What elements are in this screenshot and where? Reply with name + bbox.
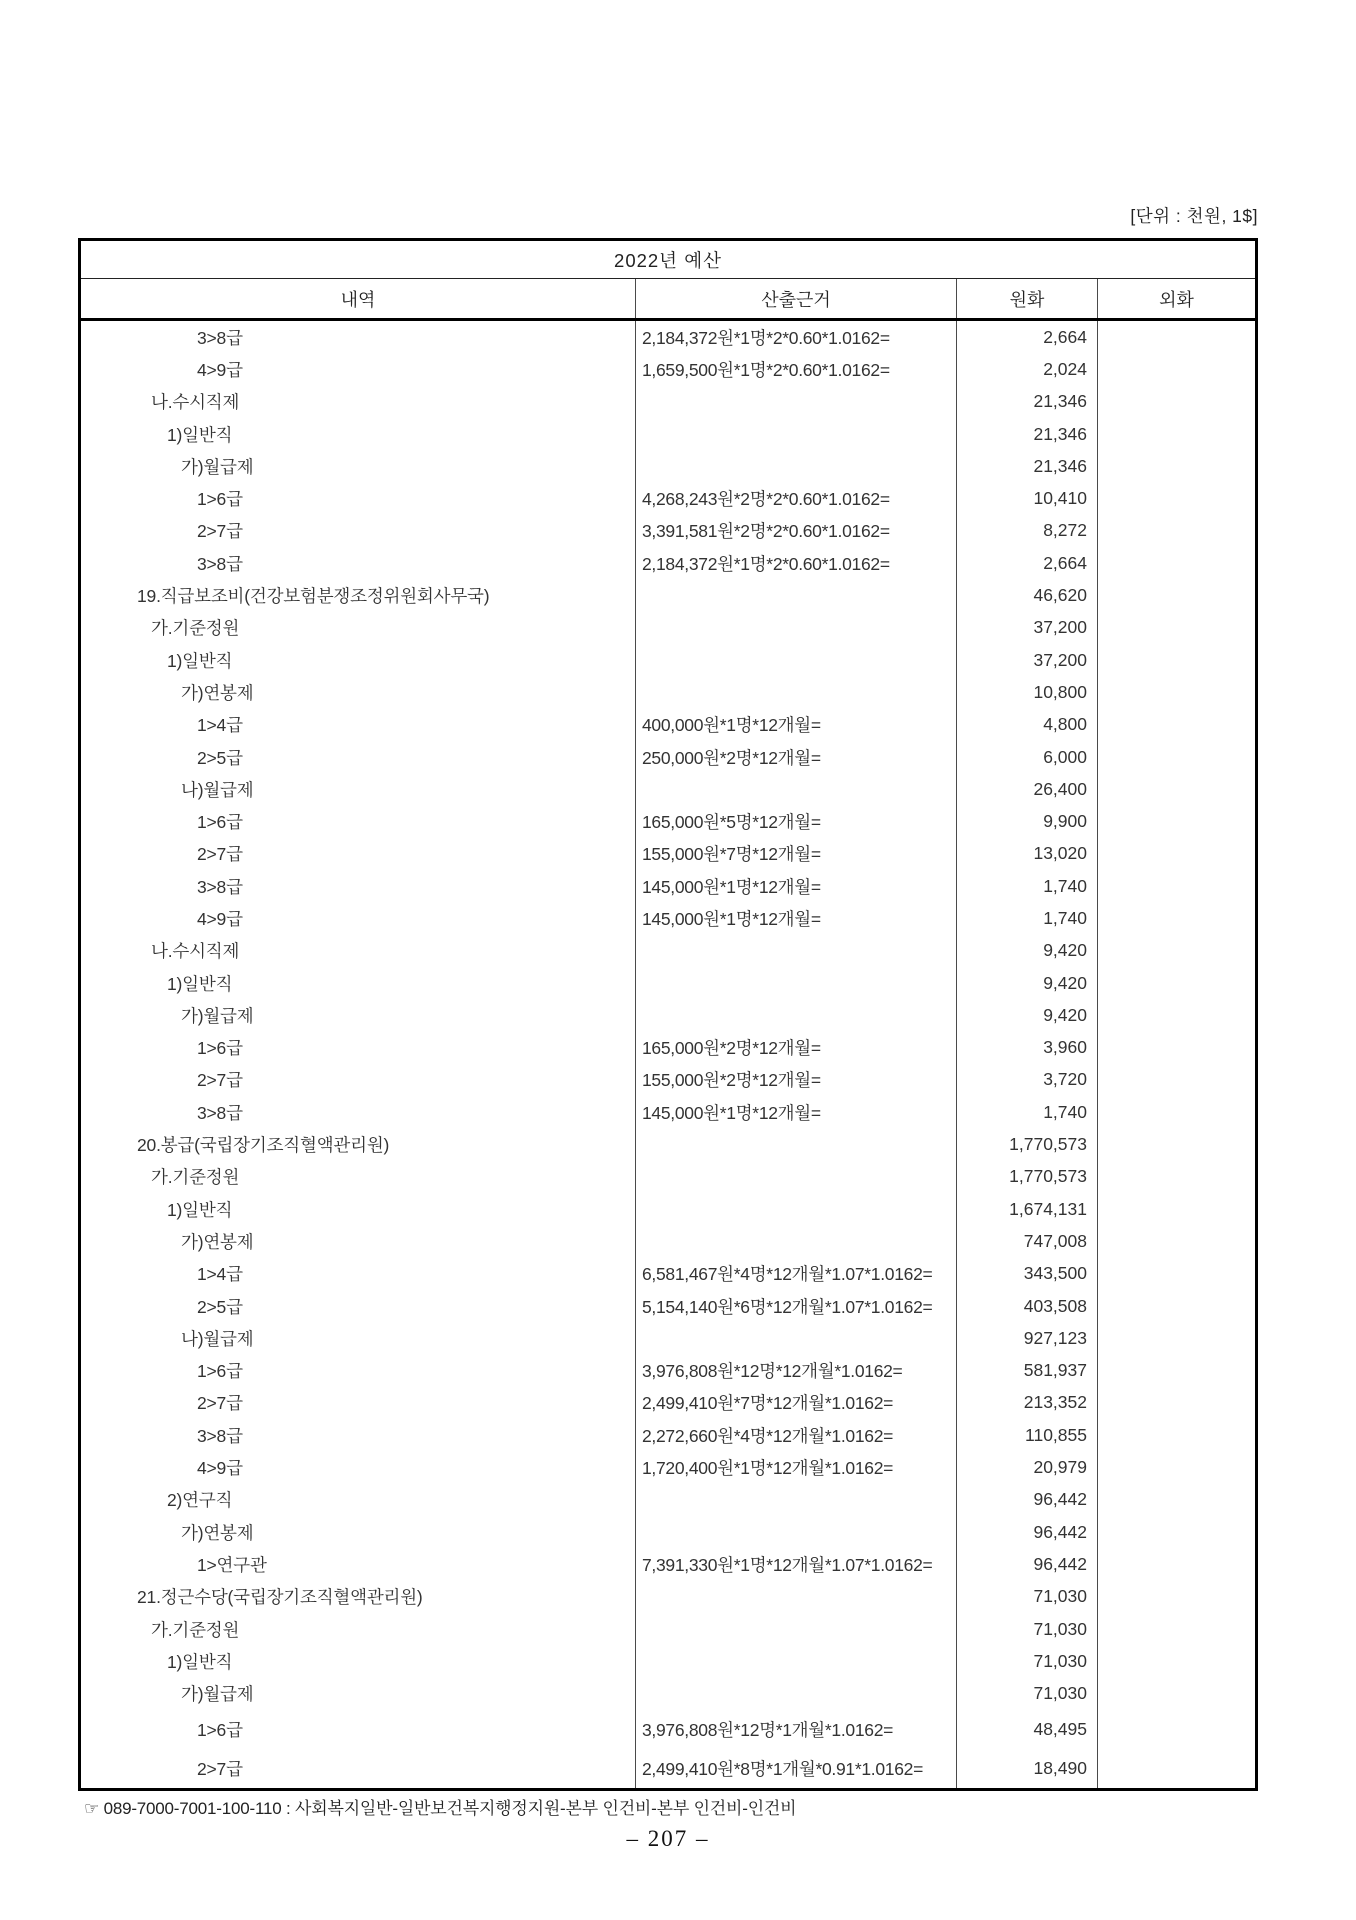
foreign-currency-cell [1098, 579, 1255, 611]
foreign-currency-cell [1098, 1032, 1255, 1064]
table-row [81, 805, 1255, 837]
detail-label: 3>8급 [197, 876, 243, 897]
detail-label: 1>연구관 [197, 1554, 267, 1575]
table-body [81, 321, 1255, 1788]
detail-label: 2>5급 [197, 747, 243, 768]
foreign-currency-cell [1098, 1355, 1255, 1387]
krw-amount-cell: 21,346 [957, 450, 1098, 482]
krw-amount-cell: 71,030 [957, 1613, 1098, 1645]
calculation-cell: 165,000원*5명*12개월= [636, 805, 957, 837]
calculation-cell [636, 612, 957, 644]
foreign-currency-cell [1098, 515, 1255, 547]
krw-amount-cell: 18,490 [957, 1749, 1098, 1788]
krw-amount-cell: 213,352 [957, 1387, 1098, 1419]
krw-amount-cell: 6,000 [957, 741, 1098, 773]
calculation-cell [636, 1677, 957, 1709]
detail-cell [81, 1451, 636, 1483]
page-number: – 207 – [626, 1826, 710, 1851]
krw-amount-cell: 343,500 [957, 1258, 1098, 1290]
detail-cell [81, 1749, 636, 1788]
krw-amount-cell: 1,740 [957, 870, 1098, 902]
krw-amount-cell: 3,720 [957, 1064, 1098, 1096]
foreign-currency-cell [1098, 1749, 1255, 1788]
detail-label: 1)일반직 [167, 650, 233, 671]
table-row [81, 1484, 1255, 1516]
foreign-currency-cell [1098, 676, 1255, 708]
calculation-cell: 2,184,372원*1명*2*0.60*1.0162= [636, 547, 957, 579]
detail-label: 2>5급 [197, 1296, 243, 1317]
detail-label: 1>6급 [197, 812, 243, 833]
table-row [81, 547, 1255, 579]
foreign-currency-cell [1098, 1548, 1255, 1580]
table-row [81, 1749, 1255, 1788]
foreign-currency-cell [1098, 353, 1255, 385]
krw-amount-cell: 71,030 [957, 1677, 1098, 1709]
column-header-foreign-currency: 외화 [1159, 289, 1194, 310]
krw-amount-cell: 2,664 [957, 321, 1098, 353]
foreign-currency-cell [1098, 1451, 1255, 1483]
table-row [81, 644, 1255, 676]
table-row [81, 1096, 1255, 1128]
budget-table [78, 238, 1258, 1791]
foreign-currency-cell [1098, 1419, 1255, 1451]
calculation-cell [636, 1128, 957, 1160]
krw-amount-cell: 96,442 [957, 1516, 1098, 1548]
foreign-currency-cell [1098, 999, 1255, 1031]
detail-label: 21.정근수당(국립장기조직혈액관리원) [137, 1587, 423, 1608]
krw-amount-cell: 2,664 [957, 547, 1098, 579]
detail-label: 1)일반직 [167, 424, 233, 445]
detail-cell [81, 1387, 636, 1419]
krw-amount-cell: 2,024 [957, 353, 1098, 385]
detail-cell [81, 579, 636, 611]
krw-amount-cell: 403,508 [957, 1290, 1098, 1322]
calculation-cell [636, 935, 957, 967]
table-row [81, 482, 1255, 514]
detail-cell [81, 353, 636, 385]
krw-amount-cell: 1,770,573 [957, 1161, 1098, 1193]
table-row [81, 1064, 1255, 1096]
table-row [81, 1193, 1255, 1225]
table-row [81, 935, 1255, 967]
foreign-currency-cell [1098, 1484, 1255, 1516]
column-header-calculation-basis: 산출근거 [636, 279, 957, 318]
detail-label: 3>8급 [197, 327, 243, 348]
detail-cell [81, 838, 636, 870]
calculation-cell [636, 1516, 957, 1548]
calculation-cell [636, 999, 957, 1031]
detail-cell [81, 935, 636, 967]
table-row [81, 741, 1255, 773]
foreign-currency-cell [1098, 386, 1255, 418]
detail-cell [81, 418, 636, 450]
calculation-cell: 4,268,243원*2명*2*0.60*1.0162= [636, 482, 957, 514]
detail-label: 가.기준정원 [151, 1619, 240, 1640]
calculation-cell: 2,272,660원*4명*12개월*1.0162= [636, 1419, 957, 1451]
detail-cell [81, 902, 636, 934]
table-row [81, 838, 1255, 870]
table-row [81, 967, 1255, 999]
table-row [81, 1387, 1255, 1419]
detail-cell [81, 1710, 636, 1749]
table-row [81, 321, 1255, 353]
calculation-cell: 7,391,330원*1명*12개월*1.07*1.0162= [636, 1548, 957, 1580]
calculation-cell [636, 676, 957, 708]
calculation-cell: 6,581,467원*4명*12개월*1.07*1.0162= [636, 1258, 957, 1290]
detail-label: 가)월급제 [181, 1684, 254, 1705]
detail-label: 1>6급 [197, 1038, 243, 1059]
calculation-cell [636, 1645, 957, 1677]
foreign-currency-cell [1098, 1258, 1255, 1290]
krw-amount-cell: 10,800 [957, 676, 1098, 708]
detail-label: 2>7급 [197, 1393, 243, 1414]
table-row [81, 1451, 1255, 1483]
calculation-cell [636, 1225, 957, 1257]
table-title: 2022년 예산 [614, 249, 722, 271]
krw-amount-cell: 71,030 [957, 1581, 1098, 1613]
krw-amount-cell: 9,900 [957, 805, 1098, 837]
detail-label: 1>6급 [197, 489, 243, 510]
detail-label: 2>7급 [197, 521, 243, 542]
table-row [81, 1322, 1255, 1354]
column-header-detail: 내역 [81, 279, 636, 318]
calculation-cell [636, 1484, 957, 1516]
krw-amount-cell: 37,200 [957, 644, 1098, 676]
calculation-cell [636, 644, 957, 676]
calculation-cell [636, 1161, 957, 1193]
krw-amount-cell: 21,346 [957, 386, 1098, 418]
detail-cell [81, 386, 636, 418]
table-row [81, 1032, 1255, 1064]
table-row [81, 1161, 1255, 1193]
table-row [81, 1258, 1255, 1290]
detail-cell [81, 1290, 636, 1322]
foreign-currency-cell [1098, 1387, 1255, 1419]
krw-amount-cell: 9,420 [957, 935, 1098, 967]
calculation-cell: 3,391,581원*2명*2*0.60*1.0162= [636, 515, 957, 547]
table-row [81, 1290, 1255, 1322]
detail-label: 4>9급 [197, 1458, 243, 1479]
foreign-currency-cell [1098, 547, 1255, 579]
table-row [81, 450, 1255, 482]
detail-cell [81, 644, 636, 676]
detail-label: 가.기준정원 [151, 1167, 240, 1188]
detail-label: 가.기준정원 [151, 618, 240, 639]
detail-label: 1)일반직 [167, 1651, 233, 1672]
foreign-currency-cell [1098, 967, 1255, 999]
foreign-currency-cell [1098, 1290, 1255, 1322]
foreign-currency-cell [1098, 321, 1255, 353]
calculation-cell: 250,000원*2명*12개월= [636, 741, 957, 773]
foreign-currency-cell [1098, 1645, 1255, 1677]
foreign-currency-cell [1098, 838, 1255, 870]
table-row [81, 1355, 1255, 1387]
foreign-currency-cell [1098, 870, 1255, 902]
table-row [81, 999, 1255, 1031]
calculation-cell [636, 1193, 957, 1225]
calculation-cell: 5,154,140원*6명*12개월*1.07*1.0162= [636, 1290, 957, 1322]
detail-cell [81, 1032, 636, 1064]
detail-label: 1>4급 [197, 715, 243, 736]
foreign-currency-cell [1098, 1161, 1255, 1193]
detail-label: 4>9급 [197, 908, 243, 929]
calculation-cell: 2,499,410원*7명*12개월*1.0162= [636, 1387, 957, 1419]
foreign-currency-cell [1098, 1581, 1255, 1613]
detail-cell [81, 709, 636, 741]
calculation-cell [636, 450, 957, 482]
calculation-cell: 2,499,410원*8명*1개월*0.91*1.0162= [636, 1749, 957, 1788]
calculation-cell: 1,720,400원*1명*12개월*1.0162= [636, 1451, 957, 1483]
detail-cell [81, 482, 636, 514]
detail-label: 3>8급 [197, 1425, 243, 1446]
table-row [81, 612, 1255, 644]
detail-label: 19.직급보조비(건강보험분쟁조정위원회사무국) [137, 586, 490, 607]
detail-label: 나.수시직제 [151, 941, 240, 962]
foreign-currency-cell [1098, 1677, 1255, 1709]
detail-label: 1)일반직 [167, 973, 233, 994]
foreign-currency-cell [1098, 1613, 1255, 1645]
table-row [81, 870, 1255, 902]
table-row [81, 1516, 1255, 1548]
detail-label: 2>7급 [197, 844, 243, 865]
krw-amount-cell: 1,674,131 [957, 1193, 1098, 1225]
detail-cell [81, 547, 636, 579]
foreign-currency-cell [1098, 644, 1255, 676]
detail-label: 1>4급 [197, 1264, 243, 1285]
krw-amount-cell: 1,740 [957, 1096, 1098, 1128]
krw-amount-cell: 9,420 [957, 999, 1098, 1031]
detail-cell [81, 805, 636, 837]
detail-label: 가)월급제 [181, 456, 254, 477]
calculation-cell: 2,184,372원*1명*2*0.60*1.0162= [636, 321, 957, 353]
table-row [81, 1581, 1255, 1613]
detail-label: 1>6급 [197, 1719, 243, 1740]
table-title-row [81, 241, 1255, 279]
detail-cell [81, 1258, 636, 1290]
krw-amount-cell: 13,020 [957, 838, 1098, 870]
foreign-currency-cell [1098, 1128, 1255, 1160]
krw-amount-cell: 21,346 [957, 418, 1098, 450]
calculation-cell: 1,659,500원*1명*2*0.60*1.0162= [636, 353, 957, 385]
table-row [81, 709, 1255, 741]
detail-cell [81, 1322, 636, 1354]
krw-amount-cell: 927,123 [957, 1322, 1098, 1354]
detail-label: 2)연구직 [167, 1490, 233, 1511]
detail-cell [81, 773, 636, 805]
detail-label: 가)연봉제 [181, 682, 254, 703]
calculation-cell: 400,000원*1명*12개월= [636, 709, 957, 741]
table-row [81, 1225, 1255, 1257]
krw-amount-cell: 4,800 [957, 709, 1098, 741]
foreign-currency-cell [1098, 1225, 1255, 1257]
krw-amount-cell: 37,200 [957, 612, 1098, 644]
krw-amount-cell: 3,960 [957, 1032, 1098, 1064]
foreign-currency-cell [1098, 741, 1255, 773]
calculation-cell [636, 1613, 957, 1645]
detail-cell [81, 1128, 636, 1160]
detail-cell [81, 612, 636, 644]
detail-cell [81, 1419, 636, 1451]
calculation-cell [636, 418, 957, 450]
foreign-currency-cell [1098, 482, 1255, 514]
foreign-currency-cell [1098, 1064, 1255, 1096]
table-row [81, 1677, 1255, 1709]
krw-amount-cell: 26,400 [957, 773, 1098, 805]
detail-cell [81, 1096, 636, 1128]
table-row [81, 579, 1255, 611]
calculation-cell: 145,000원*1명*12개월= [636, 1096, 957, 1128]
calculation-cell: 165,000원*2명*12개월= [636, 1032, 957, 1064]
detail-cell [81, 1193, 636, 1225]
krw-amount-cell: 96,442 [957, 1548, 1098, 1580]
table-row [81, 353, 1255, 385]
foreign-currency-cell [1098, 902, 1255, 934]
krw-amount-cell: 9,420 [957, 967, 1098, 999]
detail-cell [81, 1161, 636, 1193]
foreign-currency-cell [1098, 1516, 1255, 1548]
detail-cell [81, 321, 636, 353]
krw-amount-cell: 1,770,573 [957, 1128, 1098, 1160]
detail-cell [81, 1484, 636, 1516]
detail-cell [81, 1548, 636, 1580]
detail-cell [81, 1064, 636, 1096]
calculation-cell [636, 1581, 957, 1613]
detail-label: 나.수시직제 [151, 392, 240, 413]
table-row [81, 386, 1255, 418]
foreign-currency-cell [1098, 773, 1255, 805]
table-row [81, 1419, 1255, 1451]
calculation-cell [636, 1322, 957, 1354]
table-row [81, 1548, 1255, 1580]
table-row [81, 1710, 1255, 1749]
krw-amount-cell: 71,030 [957, 1645, 1098, 1677]
detail-label: 3>8급 [197, 553, 243, 574]
foreign-currency-cell [1098, 612, 1255, 644]
detail-cell [81, 1581, 636, 1613]
detail-label: 나)월급제 [181, 779, 254, 800]
detail-label: 나)월급제 [181, 1328, 254, 1349]
calculation-cell [636, 386, 957, 418]
krw-amount-cell: 48,495 [957, 1710, 1098, 1749]
krw-amount-cell: 46,620 [957, 579, 1098, 611]
detail-label: 1>6급 [197, 1361, 243, 1382]
foreign-currency-cell [1098, 935, 1255, 967]
foreign-currency-cell [1098, 1193, 1255, 1225]
table-row [81, 773, 1255, 805]
detail-label: 4>9급 [197, 359, 243, 380]
footnote: ☞ 089-7000-7001-100-110 : 사회복지일반-일반보건복지행정지원-본부 인건비-본부 인건비-인건비 [84, 1799, 797, 1818]
foreign-currency-cell [1098, 418, 1255, 450]
detail-cell [81, 515, 636, 547]
krw-amount-cell: 8,272 [957, 515, 1098, 547]
detail-cell [81, 870, 636, 902]
detail-label: 가)연봉제 [181, 1231, 254, 1252]
krw-amount-cell: 110,855 [957, 1419, 1098, 1451]
detail-cell [81, 1225, 636, 1257]
krw-amount-cell: 747,008 [957, 1225, 1098, 1257]
foreign-currency-cell [1098, 805, 1255, 837]
detail-cell [81, 1355, 636, 1387]
table-row [81, 515, 1255, 547]
column-header-krw: 원화 [957, 279, 1098, 318]
foreign-currency-cell [1098, 450, 1255, 482]
foreign-currency-cell [1098, 1322, 1255, 1354]
krw-amount-cell: 96,442 [957, 1484, 1098, 1516]
table-row [81, 1645, 1255, 1677]
calculation-cell: 3,976,808원*12명*1개월*1.0162= [636, 1710, 957, 1749]
detail-cell [81, 967, 636, 999]
calculation-cell [636, 773, 957, 805]
detail-cell [81, 1677, 636, 1709]
detail-label: 3>8급 [197, 1102, 243, 1123]
detail-cell [81, 450, 636, 482]
detail-label: 가)월급제 [181, 1005, 254, 1026]
calculation-cell [636, 967, 957, 999]
detail-label: 20.봉급(국립장기조직혈액관리원) [137, 1135, 390, 1156]
detail-cell [81, 999, 636, 1031]
krw-amount-cell: 581,937 [957, 1355, 1098, 1387]
detail-label: 2>7급 [197, 1070, 243, 1091]
table-row [81, 902, 1255, 934]
table-row [81, 1128, 1255, 1160]
krw-amount-cell: 1,740 [957, 902, 1098, 934]
krw-amount-cell: 20,979 [957, 1451, 1098, 1483]
detail-cell [81, 1516, 636, 1548]
calculation-cell: 145,000원*1명*12개월= [636, 902, 957, 934]
calculation-cell: 155,000원*7명*12개월= [636, 838, 957, 870]
detail-label: 2>7급 [197, 1758, 243, 1779]
calculation-cell [636, 579, 957, 611]
krw-amount-cell: 10,410 [957, 482, 1098, 514]
foreign-currency-cell [1098, 1096, 1255, 1128]
table-row [81, 418, 1255, 450]
foreign-currency-cell [1098, 709, 1255, 741]
foreign-currency-cell [1098, 1710, 1255, 1749]
detail-cell [81, 676, 636, 708]
detail-label: 1)일반직 [167, 1199, 233, 1220]
table-header-row [81, 279, 1255, 321]
table-row [81, 1613, 1255, 1645]
calculation-cell: 155,000원*2명*12개월= [636, 1064, 957, 1096]
unit-label: [단위 : 천원, 1$] [1130, 206, 1258, 226]
detail-label: 가)연봉제 [181, 1522, 254, 1543]
detail-cell [81, 1613, 636, 1645]
detail-cell [81, 741, 636, 773]
table-row [81, 676, 1255, 708]
calculation-cell: 3,976,808원*12명*12개월*1.0162= [636, 1355, 957, 1387]
calculation-cell: 145,000원*1명*12개월= [636, 870, 957, 902]
detail-cell [81, 1645, 636, 1677]
